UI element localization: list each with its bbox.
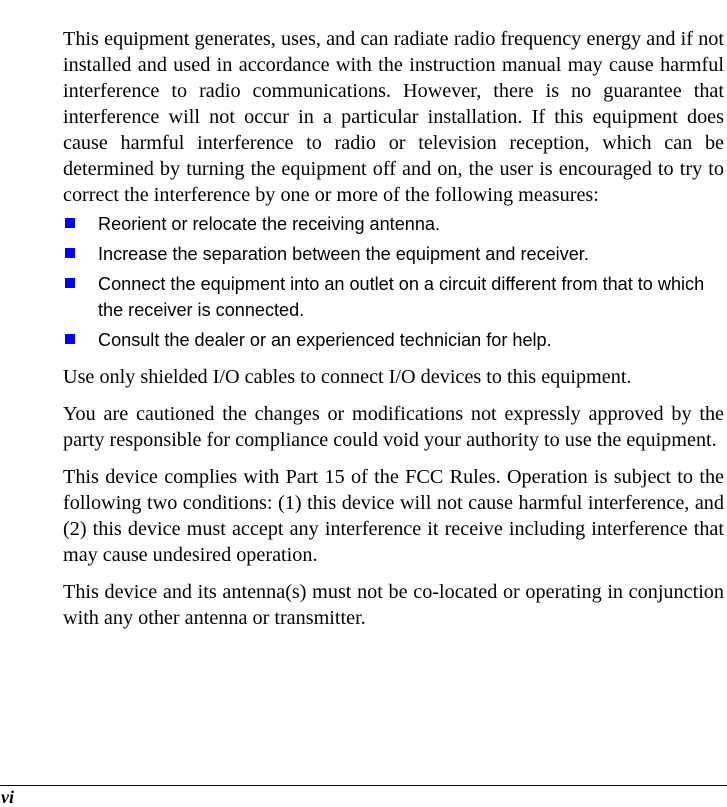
shielded-cables-paragraph: Use only shielded I/O cables to connect I/O devices to this equipment. (63, 366, 632, 388)
measure-item (63, 327, 724, 353)
measure-item (63, 271, 724, 323)
measure-item (63, 211, 724, 237)
measure-text: Connect the equipment into an outlet on a circuit different from that to which the receiver is connected. (98, 274, 705, 320)
square-bullet-icon (65, 334, 75, 344)
antenna-paragraph: This device and its antenna(s) must not be co-located or operating in conjunction with any other antenna or transmitter. (63, 581, 724, 629)
measure-item (63, 241, 724, 267)
intro-paragraph: This equipment generates, uses, and can radiate radio frequency energy and if not installed and used in accordance with the instruction manual may cause harmful interference to radio communications. However, there is no guarantee that interference will not occur in a particular installation. If this equipment does cause harmful interference to radio or television reception, which can be determined by turning the equipment off and on, the user is encouraged to try to correct the interference by one or more of the following measures: (63, 28, 724, 206)
square-bullet-icon (65, 248, 75, 258)
fcc-compliance-paragraph: This device complies with Part 15 of the FCC Rules. Operation is subject to the following two conditions: (1) this device will not cause harmful interference, and (2) this device must accept any interference it receive including interference that may cause undesired operation. (63, 466, 724, 566)
measure-text: Reorient or relocate the receiving antenna. (98, 214, 440, 234)
caution-paragraph: You are cautioned the changes or modifications not expressly approved by the party responsible for compliance could void your authority to use the equipment. (63, 403, 724, 451)
document-body (63, 26, 724, 631)
footer-divider (0, 785, 727, 786)
measures-list (63, 211, 724, 353)
measure-text: Consult the dealer or an experienced technician for help. (98, 330, 552, 350)
square-bullet-icon (65, 218, 75, 228)
square-bullet-icon (65, 278, 75, 288)
measure-text: Increase the separation between the equipment and receiver. (98, 244, 589, 264)
page-number: vi (1, 787, 14, 807)
